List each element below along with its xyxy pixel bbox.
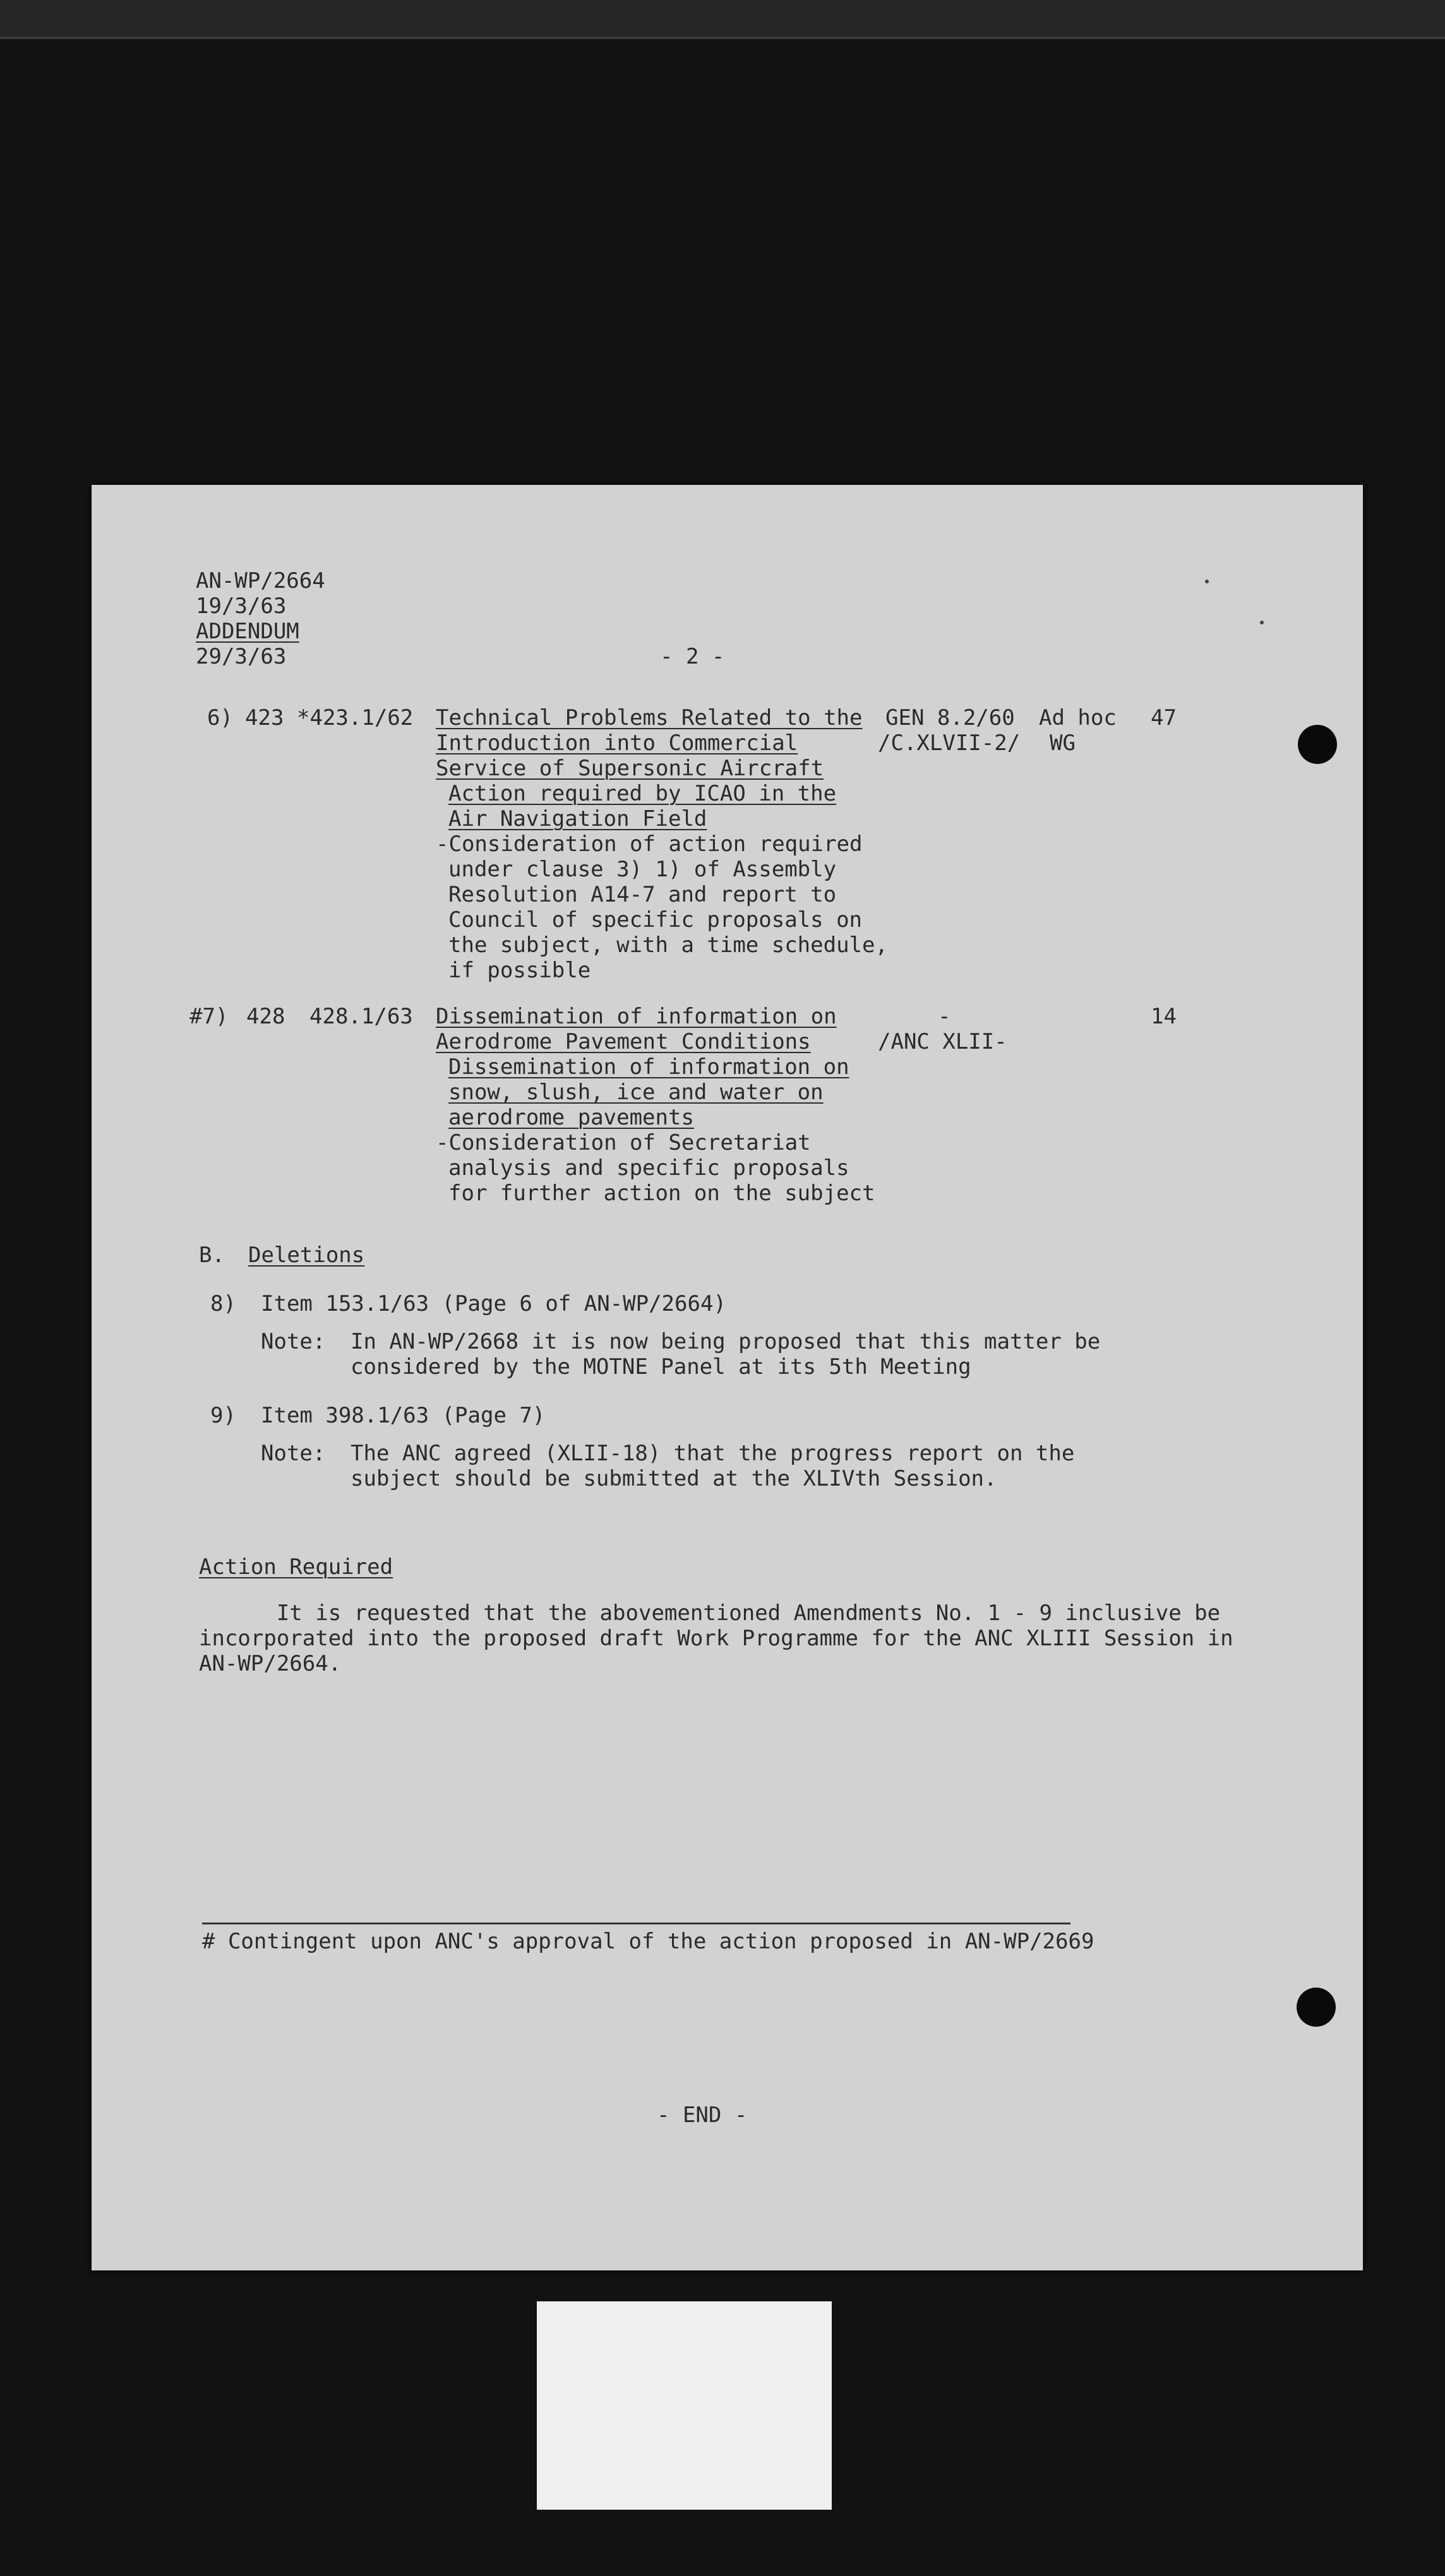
- item-detail-line: -Consideration of action required: [436, 832, 863, 857]
- action-heading: Action Required: [199, 1554, 393, 1580]
- item-subcode: 428.1/63: [309, 1004, 413, 1029]
- item-detail-line: -Consideration of Secretariat: [436, 1130, 811, 1155]
- item-body: Ad hoc: [1039, 705, 1117, 730]
- item-title-line: Service of Supersonic Aircraft: [436, 756, 824, 781]
- deletion-item: Item 398.1/63 (Page 7): [261, 1403, 546, 1428]
- end-mark: - END -: [657, 2102, 748, 2128]
- deletion-item: Item 153.1/63 (Page 6 of AN-WP/2664): [261, 1291, 726, 1316]
- item-subtitle-line: aerodrome pavements: [448, 1105, 694, 1130]
- section-heading: Deletions: [248, 1243, 365, 1268]
- action-line: incorporated into the proposed draft Work Programme for the ANC XLIII Session in: [199, 1626, 1233, 1651]
- note-label: Note:: [261, 1329, 326, 1354]
- deletion-number: 9): [210, 1403, 236, 1428]
- item-reference: GEN 8.2/60: [885, 705, 1015, 730]
- item-detail-line: Council of specific proposals on: [448, 907, 863, 933]
- item-reference: /ANC XLII-: [878, 1029, 1007, 1054]
- item-reference: -: [938, 1004, 951, 1029]
- note-line: The ANC agreed (XLII-18) that the progress report on the: [351, 1441, 1075, 1466]
- item-detail-line: Resolution A14-7 and report to: [448, 882, 837, 907]
- action-line: AN-WP/2664.: [199, 1651, 342, 1676]
- film-top-edge: [0, 0, 1445, 37]
- item-number: 6): [207, 705, 233, 730]
- note-line: In AN-WP/2668 it is now being proposed that this matter be: [351, 1329, 1101, 1354]
- note-line: considered by the MOTNE Panel at its 5th Meeting: [351, 1354, 971, 1380]
- item-detail-line: for further action on the subject: [448, 1181, 875, 1206]
- doc-reference: AN-WP/2664: [196, 568, 325, 593]
- item-subtitle-line: Air Navigation Field: [448, 806, 707, 832]
- item-subtitle-line: Dissemination of information on: [448, 1054, 849, 1080]
- item-title-line: Dissemination of information on: [436, 1004, 837, 1029]
- item-detail-line: analysis and specific proposals: [448, 1155, 849, 1181]
- speck: [1205, 580, 1209, 583]
- item-detail-line: the subject, with a time schedule,: [448, 933, 888, 958]
- film-edge-line: [0, 37, 1445, 39]
- action-line: It is requested that the abovementioned Amendments No. 1 - 9 inclusive be: [199, 1601, 1221, 1626]
- item-body: WG: [1050, 730, 1076, 756]
- footnote: # Contingent upon ANC's approval of the action proposed in AN-WP/2669: [202, 1929, 1094, 1954]
- punch-hole: [1298, 725, 1337, 764]
- item-subtitle-line: snow, slush, ice and water on: [448, 1080, 824, 1105]
- note-label: Note:: [261, 1441, 326, 1466]
- item-pages: 14: [1151, 1004, 1177, 1029]
- item-code: 423: [245, 705, 284, 730]
- item-subcode: *423.1/62: [297, 705, 414, 730]
- addendum-label: ADDENDUM: [196, 619, 299, 644]
- section-letter: B.: [199, 1243, 225, 1268]
- item-code: 428: [246, 1004, 285, 1029]
- item-reference: /C.XLVII-2/: [878, 730, 1021, 756]
- footnote-rule: [202, 1923, 1070, 1924]
- blank-card: [537, 2301, 832, 2510]
- item-detail-line: under clause 3) 1) of Assembly: [448, 857, 837, 882]
- item-title-line: Aerodrome Pavement Conditions: [436, 1029, 811, 1054]
- item-title-line: Technical Problems Related to the: [436, 705, 863, 730]
- item-pages: 47: [1151, 705, 1177, 730]
- item-title-line: Introduction into Commercial: [436, 730, 798, 756]
- addendum-date: 29/3/63: [196, 644, 287, 669]
- item-detail-line: if possible: [448, 958, 591, 983]
- item-number: #7): [189, 1004, 229, 1029]
- page-number: - 2 -: [660, 644, 725, 669]
- deletion-number: 8): [210, 1291, 236, 1316]
- doc-date: 19/3/63: [196, 593, 287, 619]
- punch-hole: [1297, 1988, 1336, 2027]
- speck: [1260, 621, 1264, 624]
- note-line: subject should be submitted at the XLIVth Session.: [351, 1466, 997, 1491]
- item-subtitle-line: Action required by ICAO in the: [448, 781, 837, 806]
